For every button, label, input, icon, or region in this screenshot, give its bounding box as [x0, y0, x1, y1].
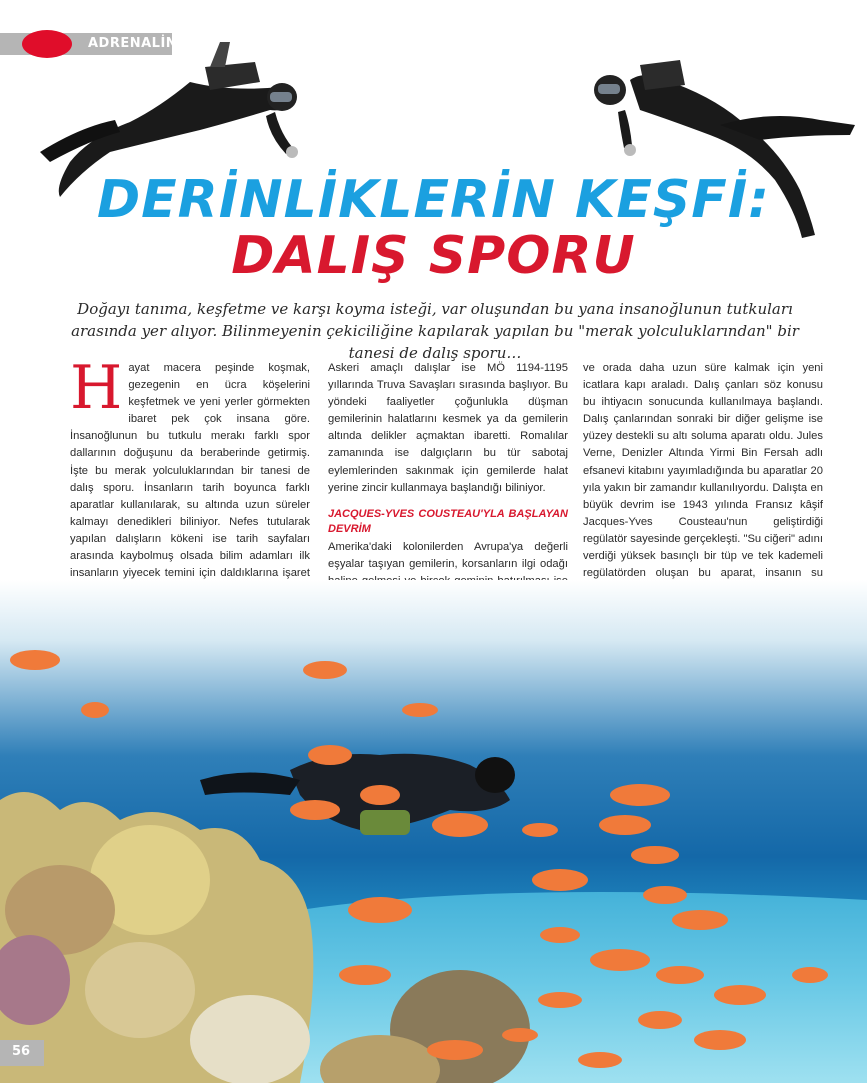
column-3-text: ve orada daha uzun süre kalmak için yeni icatlara kapı araladı. Dalış çanları söz konusu bu ihtiyacın sonucunda kullanılmaya başlandı. Dalış çanlarından sonraki bir diğer gelişme ise yüzey destekli su altı soluma aparatı oldu. Jules Verne, Denizler Altında Yirmi Bin Fersah adlı efsanevi kitabını yayımladığında bu aparatlar 20 yıla yakın bir zamandır kullanılıyordu. Dalışta en büyük devrim ise 1943 yılında Fransız kâşif Jacques-Yves Cousteau'nun geliştirdiği regülatör sayesinde gerçekleşti. "Su ciğeri" adını verdiği yüksek basınçlı bir tüp ve tek kademeli regülatörden oluşan bu aparat, insanın su — [583, 362, 823, 580]
title-line-2: DALIŞ SPORU — [231, 226, 636, 286]
column-2-text-2: Amerika'daki kolonilerden Avrupa'ya değerli eşyalar taşıyan gemilerin, korsanların ilgi odağı — [328, 540, 568, 570]
lead-paragraph: Doğayı tanıma, keşfetme ve karşı koyma isteği, var oluşundan bu yana insanoğlunun tutkuları arasında yer alıyor. Bilinmeyenin çekiciliğine kapılarak yapılan bu "merak yolculuklarından" bir tanesi de dalış sporu… — [71, 300, 799, 362]
title-line-1: DERİNLİKLERİN KEŞFİ: — [97, 170, 770, 230]
page-number-badge — [0, 1040, 44, 1066]
section-label: ADRENALİN — [88, 36, 178, 51]
dropcap: H — [70, 353, 123, 423]
column-1-text: ayat macera peşinde koşmak, gezegenin en ücra köşelerini keşfetmek ve yeni yerler görmekten ibaret pek çok insana göre. İnsanoğlunun bu tutkulu merakı farklı spor dallarının doğuşunu da beraberinde getirmiş. İşte bu merak yolculuklarından bir tanesi de dalış sporu. İnsanların tarih boyunca farklı aparatlar kullanılarak, su altında uzun süreler kalmayı denedikleri biliniyor. Nefes tutularak yapılan dalışların kökeni ise tarih sayfaları arasında kaybolmuş olsada bilim adamları ilk insanların yiyecek temini için daldıklarına işaret — [70, 362, 310, 580]
underwater-photo — [0, 580, 867, 1083]
sub-heading: JACQUES-YVES COUSTEAU'YLA BAŞLAYAN DEVRİM — [328, 507, 568, 535]
page-number: 56 — [12, 1044, 31, 1059]
column-2-text-1: Askeri amaçlı dalışlar ise MÖ 1194-1195 yıllarında Truva Savaşları sırasında başlıyor. Bu yöndeki faaliyetler çoğunlukla düşman gemilerinin halatlarını kesmek ya da gemilerin altında delikler açmaktan ibaretti. Romalılar zamanında ise dalgıçların bu tür sabotaj eylemlerinden sakınmak için gemilerde halat yerine zincir kullanmaya başlandığı biliniyor. — [328, 362, 568, 494]
